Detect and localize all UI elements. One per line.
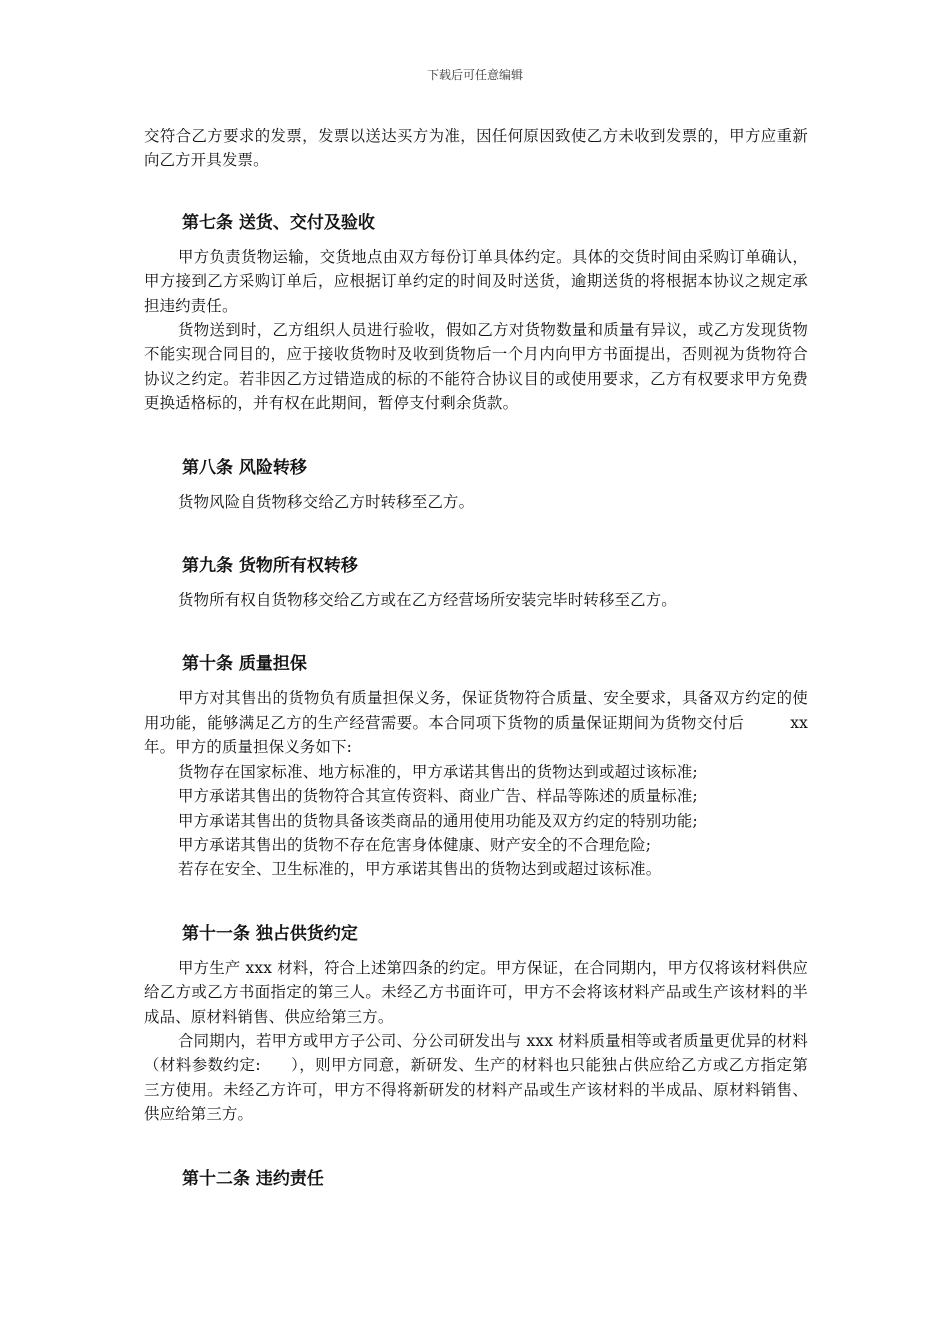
article-9-paragraph-1: 货物所有权自货物移交给乙方或在乙方经营场所安装完毕时转移至乙方。 (178, 591, 677, 610)
article-11-heading: 第十一条 独占供货约定 (182, 923, 358, 944)
page-header-note: 下载后可任意编辑 (426, 68, 523, 82)
article-10-paragraph-1-part-b: xx 年。甲方的质量担保义务如下: (144, 713, 808, 757)
warranty-item-2: 甲方承诺其售出的货物符合其宣传资料、商业广告、样品等陈述的质量标准; (178, 787, 698, 806)
article-10-heading: 第十条 质量担保 (182, 654, 307, 675)
article-8-paragraph-1: 货物风险自货物移交给乙方时转移至乙方。 (178, 492, 475, 511)
opening-paragraph: 交符合乙方要求的发票，发票以送达买方为准，因任何原因致使乙方未收到发票的，甲方应重新向乙方开具发票。 (144, 127, 808, 170)
article-11-paragraph-2-part-b: ），则甲方同意，新研发、生产的材料也只能独占供应给乙方或乙方指定第三方使用。未经乙方许可，甲方不得将新研发的材料产品或生产该材料的半成品、原材料销售、供应给第三方。 (144, 1056, 808, 1124)
article-10-paragraph-1-part-a: 甲方对其售出的货物负有质量担保义务，保证货物符合质量、安全要求，具备双方约定的使用功能，能够满足乙方的生产经营需要。本合同项下货物的质量保证期间为货物交付后 (144, 689, 808, 732)
article-9-heading: 第九条 货物所有权转移 (182, 556, 358, 577)
article-11-paragraph-1: 甲方生产 xxx 材料，符合上述第四条的约定。甲方保证，在合同期内，甲方仅将该材料供应给乙方或乙方书面指定的第三人。未经乙方书面许可，甲方不会将该材料产品或生产该材料的半成品、原材料销售、供应给第三方。 (144, 958, 808, 1026)
warranty-item-3: 甲方承诺其售出的货物具备该类商品的通用使用功能及双方约定的特别功能; (178, 811, 698, 830)
article-7-paragraph-1: 甲方负责货物运输，交货地点由双方每份订单具体约定。具体的交货时间由采购订单确认，甲方接到乙方采购订单后，应根据订单约定的时间及时送货，逾期送货的将根据本协议之规定承担违约责任。 (144, 247, 808, 315)
document-body (144, 124, 808, 1191)
article-10-paragraph-1 (144, 686, 808, 759)
article-11-paragraph-2-part-a: 合同期内，若甲方或甲方子公司、分公司研发出与 xxx 材料质量相等或者质量更优异的材料（材料参数约定: (144, 1031, 808, 1075)
article-11-paragraph-2 (144, 1029, 808, 1127)
warranty-item-5: 若存在安全、卫生标准的，甲方承诺其售出的货物达到或超过该标准。 (178, 860, 662, 879)
article-8-heading: 第八条 风险转移 (182, 457, 307, 478)
warranty-item-1: 货物存在国家标准、地方标准的，甲方承诺其售出的货物达到或超过该标准; (178, 762, 698, 781)
article-12-heading: 第十二条 违约责任 (182, 1168, 324, 1189)
article-7-paragraph-2: 货物送到时，乙方组织人员进行验收，假如乙方对货物数量和质量有异议，或乙方发现货物不能实现合同目的，应于接收货物时及收到货物后一个月内向甲方书面提出，否则视为货物符合协议之约定。若非因乙方过错造成的标的不能符合协议目的或使用要求，乙方有权要求甲方免费更换适格标的，并有权在此期间，暂停支付剩余货款。 (144, 321, 808, 413)
article-7-heading: 第七条 送货、交付及验收 (182, 212, 375, 233)
warranty-item-4: 甲方承诺其售出的货物不存在危害身体健康、财产安全的不合理危险; (178, 835, 652, 854)
